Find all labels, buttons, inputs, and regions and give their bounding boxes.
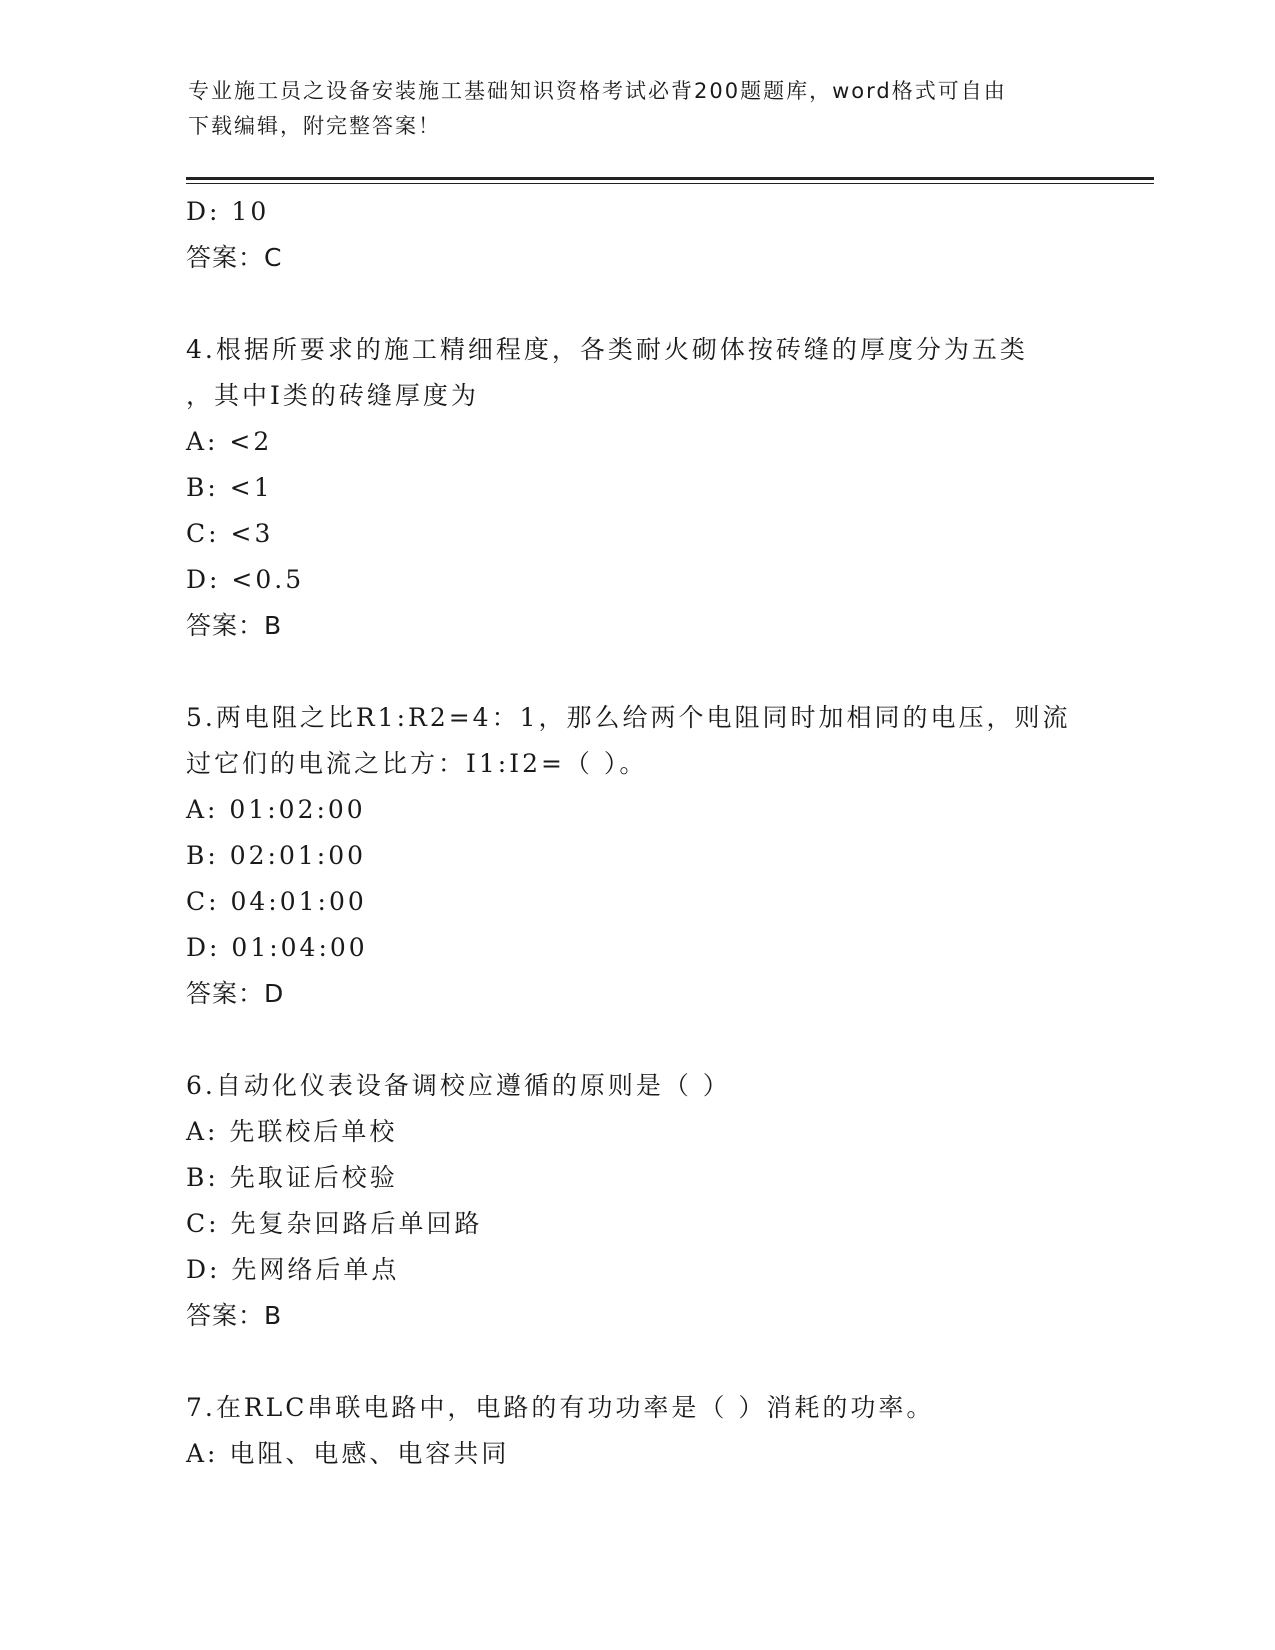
question-text: 4.根据所要求的施工精细程度，各类耐火砌体按砖缝的厚度分为五类 ，其中Ⅰ类的砖缝厚度为	[186, 335, 1028, 410]
question-block-6	[186, 1063, 1086, 1339]
option-a: A: <2	[186, 427, 273, 456]
answer-line: 答案：C	[186, 243, 283, 272]
document-header	[188, 74, 1068, 144]
header-rule-thin	[186, 183, 1154, 184]
option-d: D: <0.5	[186, 565, 305, 594]
question-text: 5.两电阻之比R1:R2=4：1，那么给两个电阻同时加相同的电压，则流 过它们的电流之比方：I1:I2=（ ）。	[186, 703, 1071, 778]
option-c: C: 04:01:00	[186, 887, 367, 916]
option-b: B: 02:01:00	[186, 841, 367, 870]
answer-line: 答案：D	[186, 979, 285, 1008]
header-rule-thick	[186, 177, 1154, 180]
option-c: C: 先复杂回路后单回路	[186, 1209, 483, 1238]
question-block-5	[186, 695, 1086, 1017]
option-d: D: 01:04:00	[186, 933, 368, 962]
option-c: C: <3	[186, 519, 274, 548]
question-text: 6.自动化仪表设备调校应遵循的原则是（ ）	[186, 1071, 731, 1100]
option-a: A: 01:02:00	[186, 795, 366, 824]
question-block-7	[186, 1385, 1086, 1477]
answer-line: 答案：B	[186, 1301, 283, 1330]
header-line-2: 下载编辑，附完整答案！	[188, 114, 441, 138]
option-d: D: 10	[186, 197, 270, 226]
option-b: B: 先取证后校验	[186, 1163, 398, 1192]
option-a: A: 先联校后单校	[186, 1117, 398, 1146]
option-a: A: 电阻、电感、电容共同	[186, 1439, 510, 1468]
question-list	[186, 189, 1086, 1477]
answer-line: 答案：B	[186, 611, 283, 640]
option-b: B: <1	[186, 473, 273, 502]
header-line-1: 专业施工员之设备安装施工基础知识资格考试必背200题题库，word格式可自由	[188, 79, 1007, 103]
question-text: 7.在RLC串联电路中，电路的有功功率是（ ）消耗的功率。	[186, 1393, 935, 1422]
option-d: D: 先网络后单点	[186, 1255, 400, 1284]
question-block-4	[186, 327, 1086, 649]
